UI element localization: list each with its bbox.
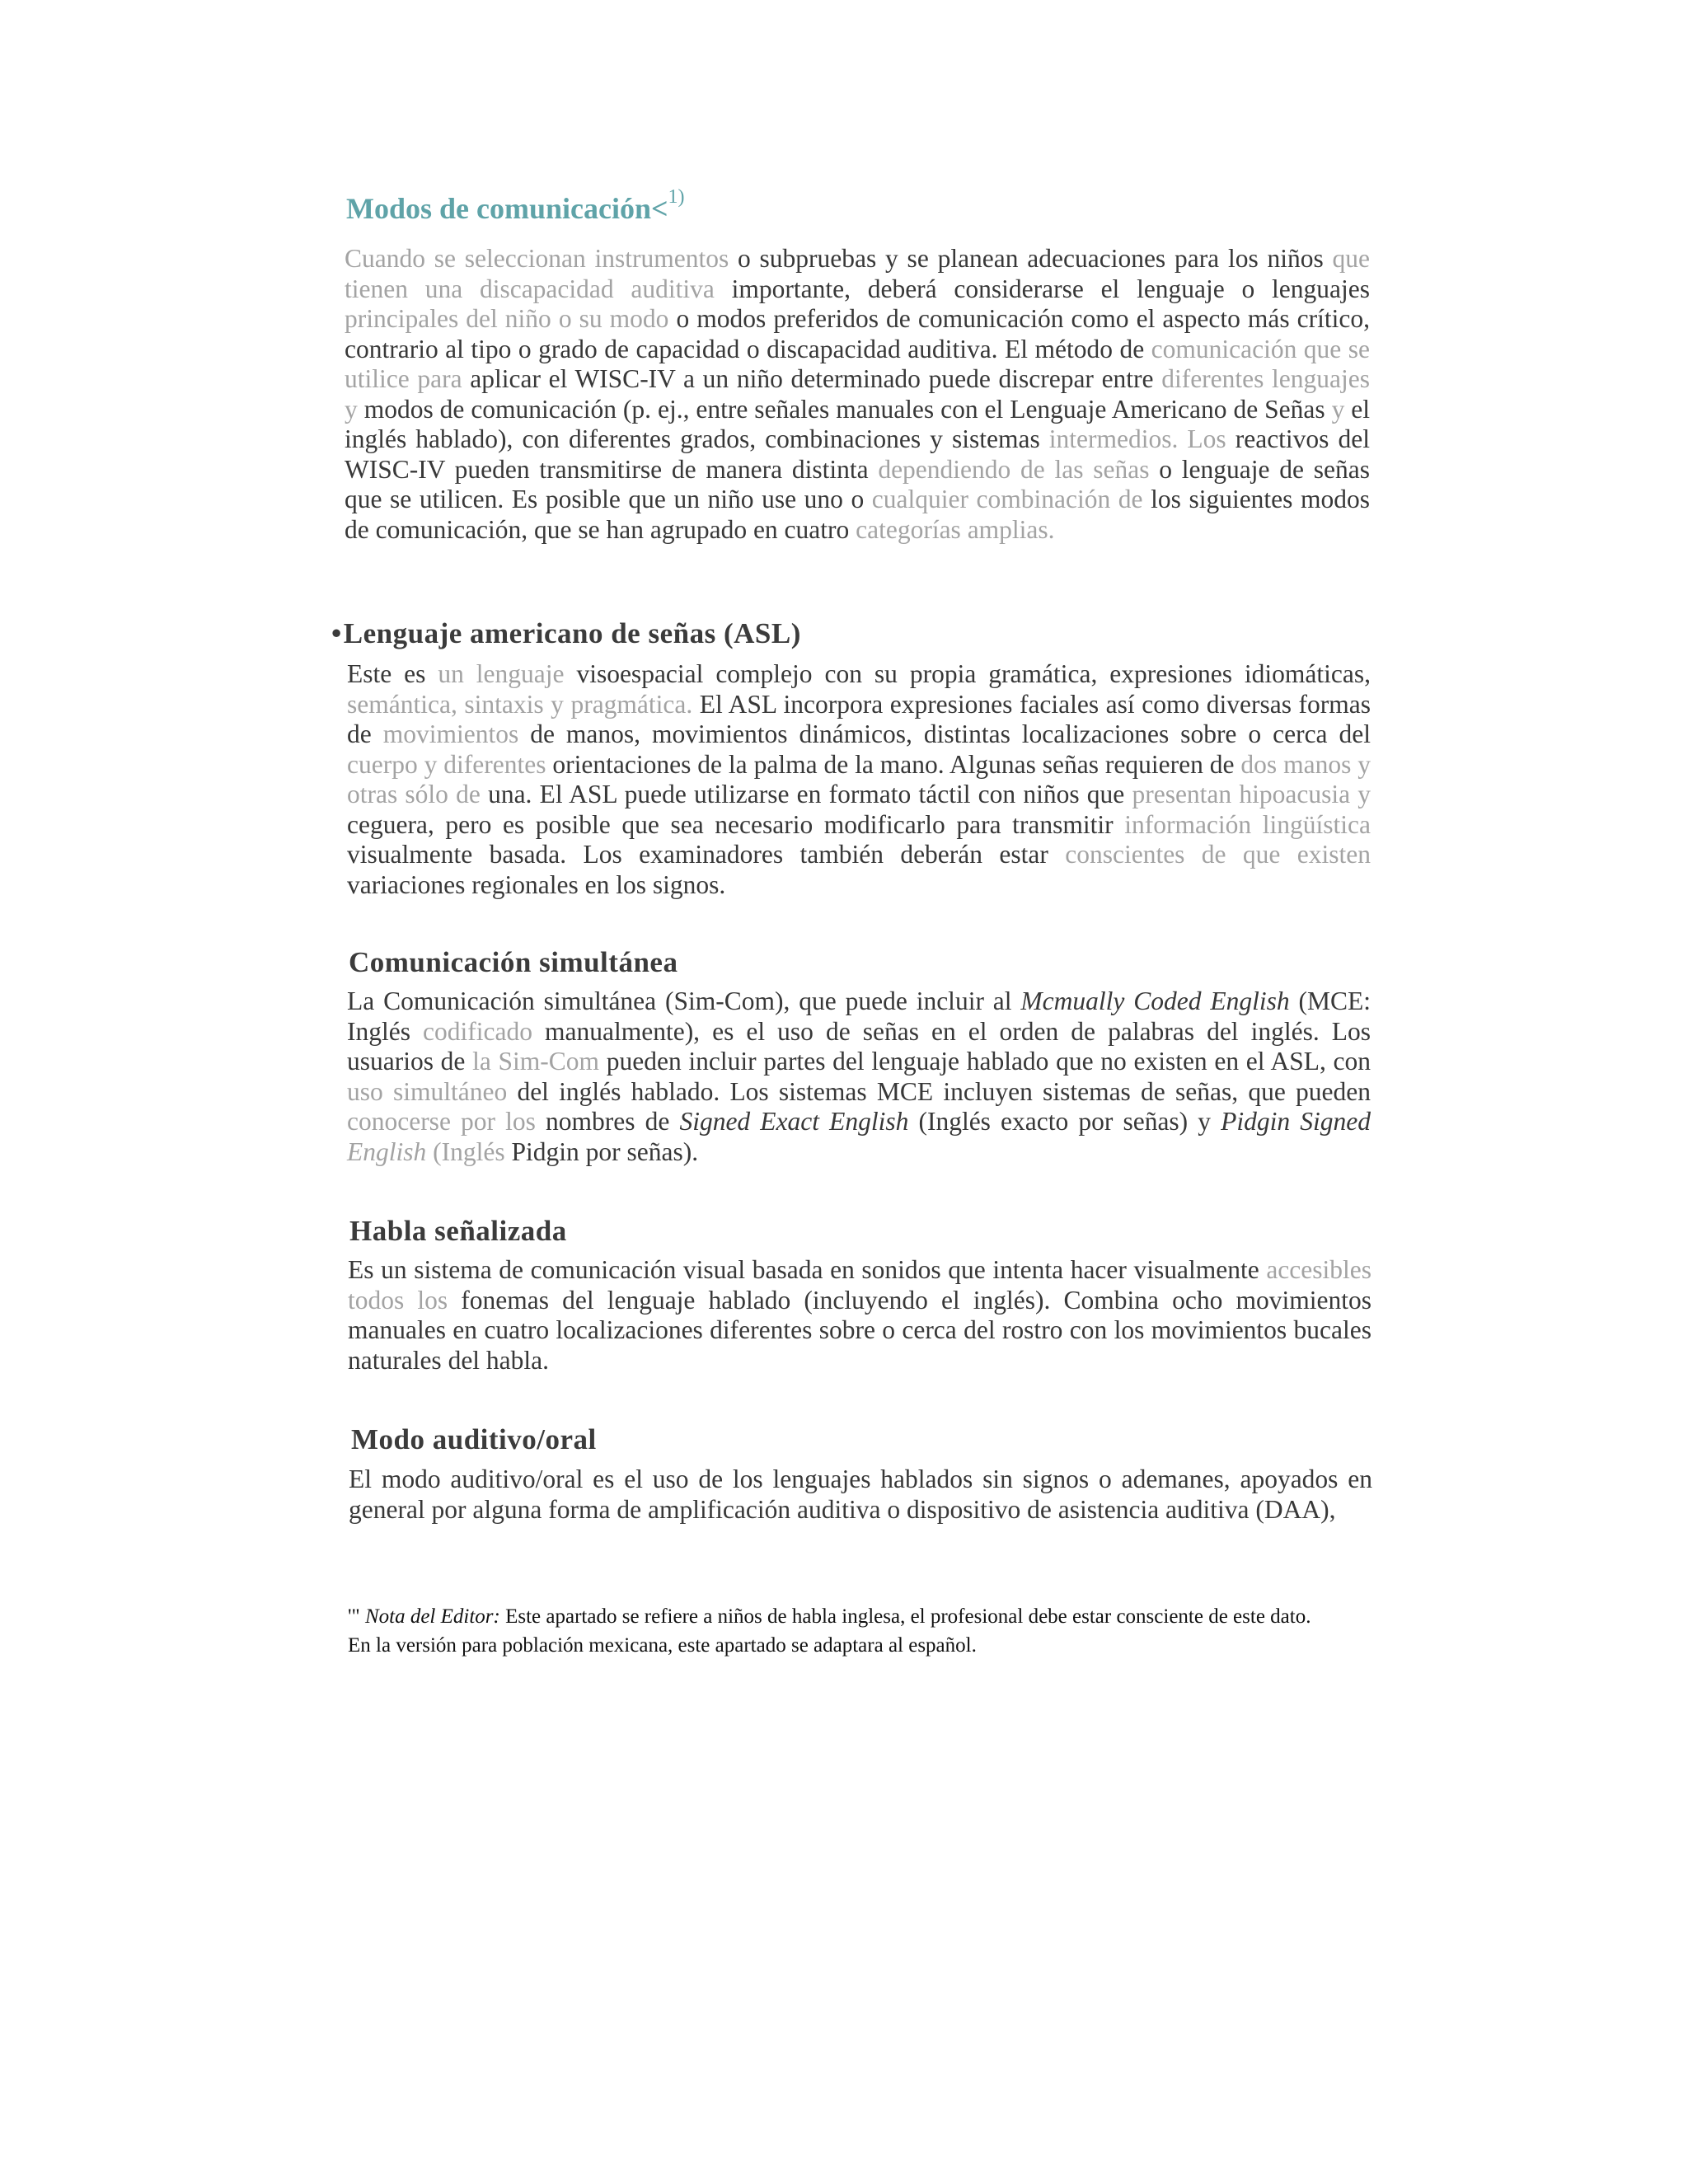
asl-text: Este es — [347, 659, 438, 688]
habla-text: fonemas del lenguaje hablado (incluyendo el inglés). Combina ocho movimientos manuales en cuatro localizaciones diferentes sobre o cerca del rostro con los movimientos bucales naturales del habla. — [348, 1285, 1372, 1375]
footnote-line: En la versión para población mexicana, este apartado se adaptara al español. — [348, 1634, 977, 1657]
simcom-text: Mcmually Coded English — [1020, 987, 1290, 1015]
intro-text: que tienen una discapacidad auditiva — [345, 244, 1370, 303]
intro-text: principales del niño o su modo — [345, 304, 669, 333]
intro-text: o modos preferidos de comunicación como el aspecto más crítico, contrario al tipo o grado de capacidad o discapacidad auditiva. El método de — [345, 304, 1370, 363]
footnote-reference: 1) — [668, 186, 685, 208]
intro-text: reactivos del WISC-IV pueden transmitirse de manera distinta — [345, 424, 1370, 484]
intro-text: modos de comunicación (p. ej., entre señales manuales con el Lenguaje Americano de Señas — [357, 394, 1332, 424]
asl-text: variaciones regionales en los signos. — [347, 869, 726, 899]
simcom-text: del inglés hablado. Los sistemas MCE incluyen sistemas de señas, que pueden — [507, 1076, 1371, 1106]
habla-text: accesibles todos los — [348, 1255, 1372, 1315]
section-title — [346, 186, 685, 226]
asl-text: El ASL incorpora expresiones faciales así como diversas formas de — [347, 689, 1371, 748]
simcom-paragraph — [347, 987, 1371, 1167]
simcom-text: codificado — [423, 1016, 532, 1046]
heading-asl-text: Lenguaje americano de señas (ASL) — [343, 617, 801, 649]
asl-text: una. El ASL puede utilizarse en formato táctil con niños que — [480, 780, 1132, 808]
simcom-text: Signed Exact English — [679, 1107, 909, 1136]
section-title-text: Modos de comunicación< — [346, 192, 668, 225]
simcom-text: conocerse por los — [347, 1107, 536, 1136]
habla-paragraph — [348, 1255, 1372, 1376]
bullet-icon: • — [331, 617, 342, 649]
intro-text: cualquier combinación de — [871, 485, 1143, 513]
footnote — [348, 1602, 1386, 1660]
asl-text: semántica, sintaxis y pragmática. — [347, 689, 693, 719]
intro-text: categorías amplias. — [856, 514, 1055, 544]
asl-text: presentan hipoacusia y — [1132, 780, 1372, 808]
asl-text: cuerpo y diferentes — [347, 749, 546, 779]
intro-text: intermedios. Los — [1048, 424, 1226, 453]
asl-text: información lingüística — [1124, 809, 1371, 839]
simcom-text: Pidgin Signed — [1221, 1107, 1371, 1136]
heading-modo: Modo auditivo/oral — [351, 1423, 597, 1455]
habla-text: Es un sistema de comunicación visual basada en sonidos que intenta hacer visualmente — [348, 1255, 1267, 1284]
intro-text: importante, deberá considerarse el lenguaje o lenguajes — [714, 274, 1370, 303]
intro-text: o subpruebas y se planean adecuaciones para los niños — [729, 244, 1333, 273]
asl-text: conscientes de que existen — [1065, 840, 1372, 869]
asl-text: ceguera, pero es posible que sea necesario modificarlo para transmitir — [347, 809, 1125, 839]
intro-paragraph — [345, 244, 1370, 545]
asl-text: visoespacial complejo con su propia gramática, expresiones idiomáticas, — [564, 659, 1371, 688]
intro-text: los siguientes modos de comunicación, que se han agrupado en cuatro — [345, 485, 1371, 544]
simcom-text: (Inglés — [426, 1137, 505, 1166]
intro-text: diferentes lenguajes y — [345, 364, 1371, 424]
simcom-text: nombres de — [535, 1107, 680, 1136]
intro-text: dependiendo de las señas — [878, 454, 1150, 484]
simcom-text: (MCE: Inglés — [347, 987, 1372, 1046]
intro-text: aplicar el WISC-IV a un niño determinado puede discrepar entre — [462, 364, 1162, 393]
asl-text: visualmente basada. Los examinadores también deberán estar — [347, 840, 1066, 869]
intro-text: el inglés hablado), con diferentes grados, combinaciones y sistemas — [345, 394, 1371, 453]
simcom-text: pueden incluir partes del lenguaje hablado que no existen en el ASL, con — [599, 1047, 1371, 1076]
simcom-text: manualmente), es el uso de señas en el orden de palabras del inglés. Los usuarios de — [347, 1016, 1372, 1076]
simcom-text: English — [347, 1137, 427, 1166]
asl-text: movimientos — [382, 719, 519, 748]
asl-text: orientaciones de la palma de la mano. Algunas señas requieren de — [546, 749, 1241, 779]
heading-habla: Habla señalizada — [349, 1215, 567, 1247]
intro-text: y — [1331, 394, 1345, 424]
simcom-text: Pidgin por señas). — [504, 1137, 699, 1166]
footnote-line: Este apartado se refiere a niños de habla inglesa, el profesional debe estar consciente de este dato. — [499, 1605, 1311, 1628]
heading-simcom: Comunicación simultánea — [349, 946, 678, 978]
intro-text: Cuando se seleccionan instrumentos — [345, 244, 729, 273]
simcom-text: (Inglés exacto por señas) y — [908, 1107, 1221, 1136]
asl-text: un lenguaje — [438, 659, 565, 688]
simcom-text: La Comunicación simultánea (Sim-Com), que puede incluir al — [347, 987, 1021, 1015]
asl-text: dos manos y otras sólo de — [347, 749, 1372, 808]
footnote-mark: '" — [348, 1605, 365, 1628]
asl-text: de manos, movimientos dinámicos, distintas localizaciones sobre o cerca del — [518, 719, 1372, 748]
modo-paragraph: El modo auditivo/oral es el uso de los lenguajes hablados sin signos o ademanes, apoyados en general por alguna forma de amplificación auditiva o dispositivo de asistencia auditiva (DAA), — [349, 1465, 1372, 1524]
asl-paragraph — [347, 659, 1371, 900]
simcom-text: uso simultáneo — [347, 1076, 508, 1106]
simcom-text: la Sim-Com — [472, 1047, 600, 1076]
intro-text: comunicación que se utilice para — [345, 334, 1371, 393]
footnote-label: Nota del Editor: — [364, 1605, 500, 1628]
heading-asl — [331, 617, 801, 650]
intro-text: o lenguaje de señas que se utilicen. Es posible que un niño use uno o — [345, 454, 1370, 513]
